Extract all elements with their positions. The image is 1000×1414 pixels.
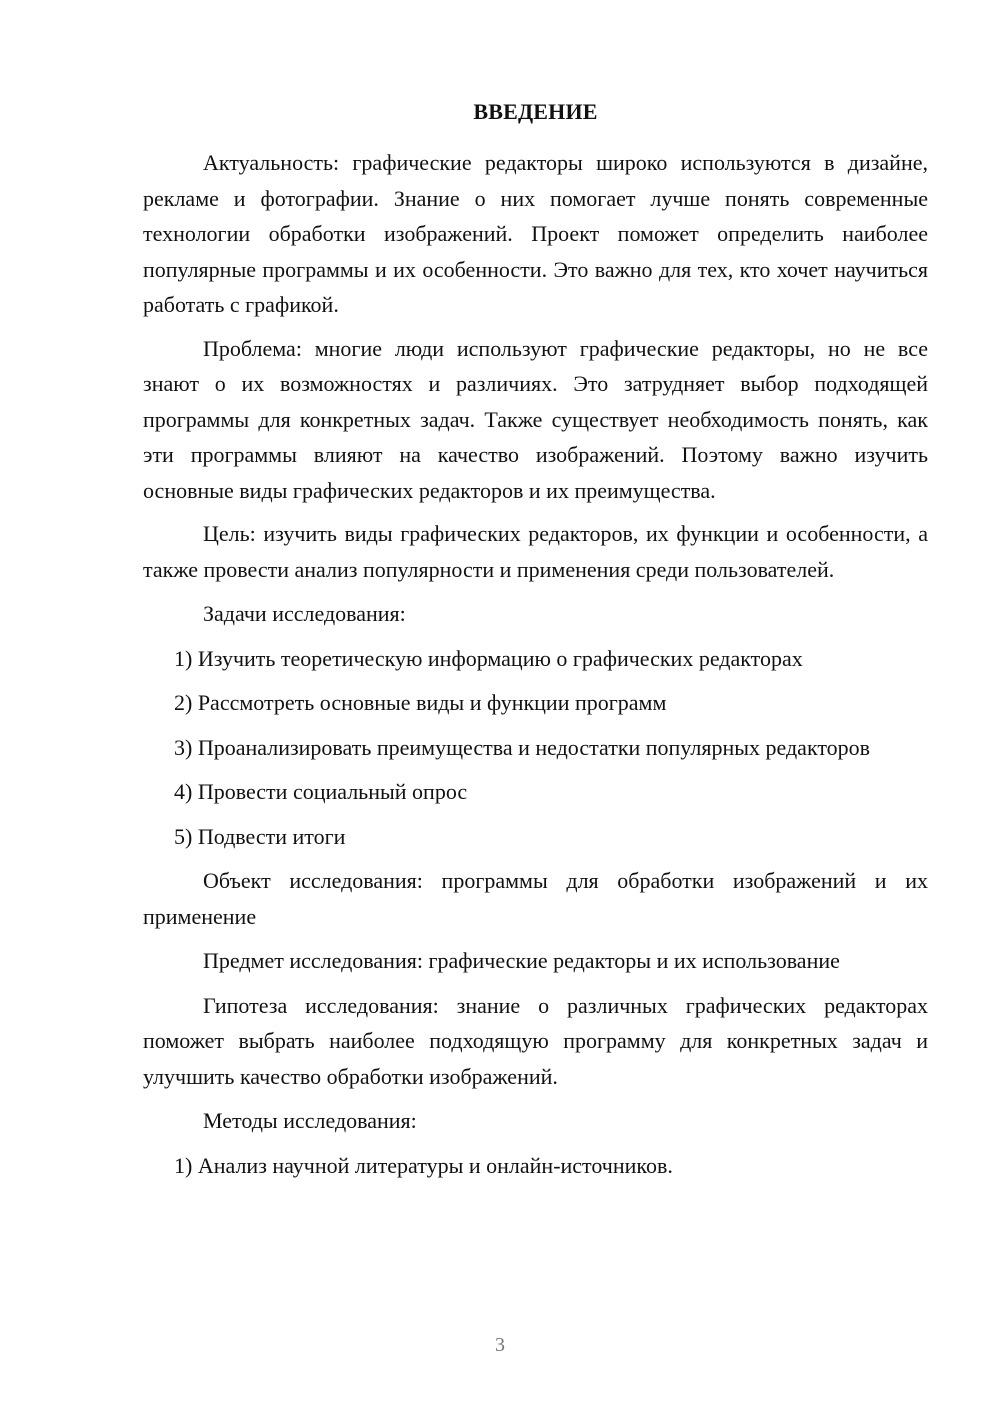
task-item: 1) Изучить теоретическую информацию о графических редакторах [174,645,803,671]
object-paragraph: Объект исследования: программы для обработки изображений и их применение [143,868,928,929]
goal-paragraph: Цель: изучить виды графических редакторов, их функции и особенности, а также провести анализ популярности и применения среди пользователей. [143,521,928,582]
problem-paragraph: Проблема: многие люди используют графические редакторы, но не все знают о их возможностях и различиях. Это затрудняет выбор подходящей программы для конкретных задач. Также существует необходимость понять, как эти программы влияют на качество изображений. Поэтому важно изучить основные виды графических редакторов и их преимущества. [143,335,928,503]
task-item: 3) Проанализировать преимущества и недостатки популярных редакторов [174,734,871,760]
hypothesis-paragraph: Гипотеза исследования: знание о различных графических редакторах поможет выбрать наиболее подходящую программу для конкретных задач и улучшить качество обработки изображений. [143,992,928,1089]
task-item: 4) Провести социальный опрос [174,779,468,804]
page-content [143,94,928,1193]
page-number: 3 [495,1334,505,1356]
task-item: 2) Рассмотреть основные виды и функции программ [174,690,667,715]
tasks-heading: Задачи исследования: [203,601,406,626]
method-item: 1) Анализ научной литературы и онлайн-источников. [174,1152,673,1178]
methods-heading: Методы исследования: [203,1108,417,1133]
task-item: 5) Подвести итоги [174,823,346,849]
subject-paragraph: Предмет исследования: графические редакторы и их использование [203,948,840,973]
relevance-paragraph: Актуальность: графические редакторы широко используются в дизайне, рекламе и фотографии. Знание о них помогает лучше понять современные технологии обработки изображений. Проект поможет определить наиболее популярные программы и их особенности. Это важно для тех, кто хочет научиться работать с графикой. [143,150,928,317]
section-title: ВВЕДЕНИЕ [473,99,598,124]
